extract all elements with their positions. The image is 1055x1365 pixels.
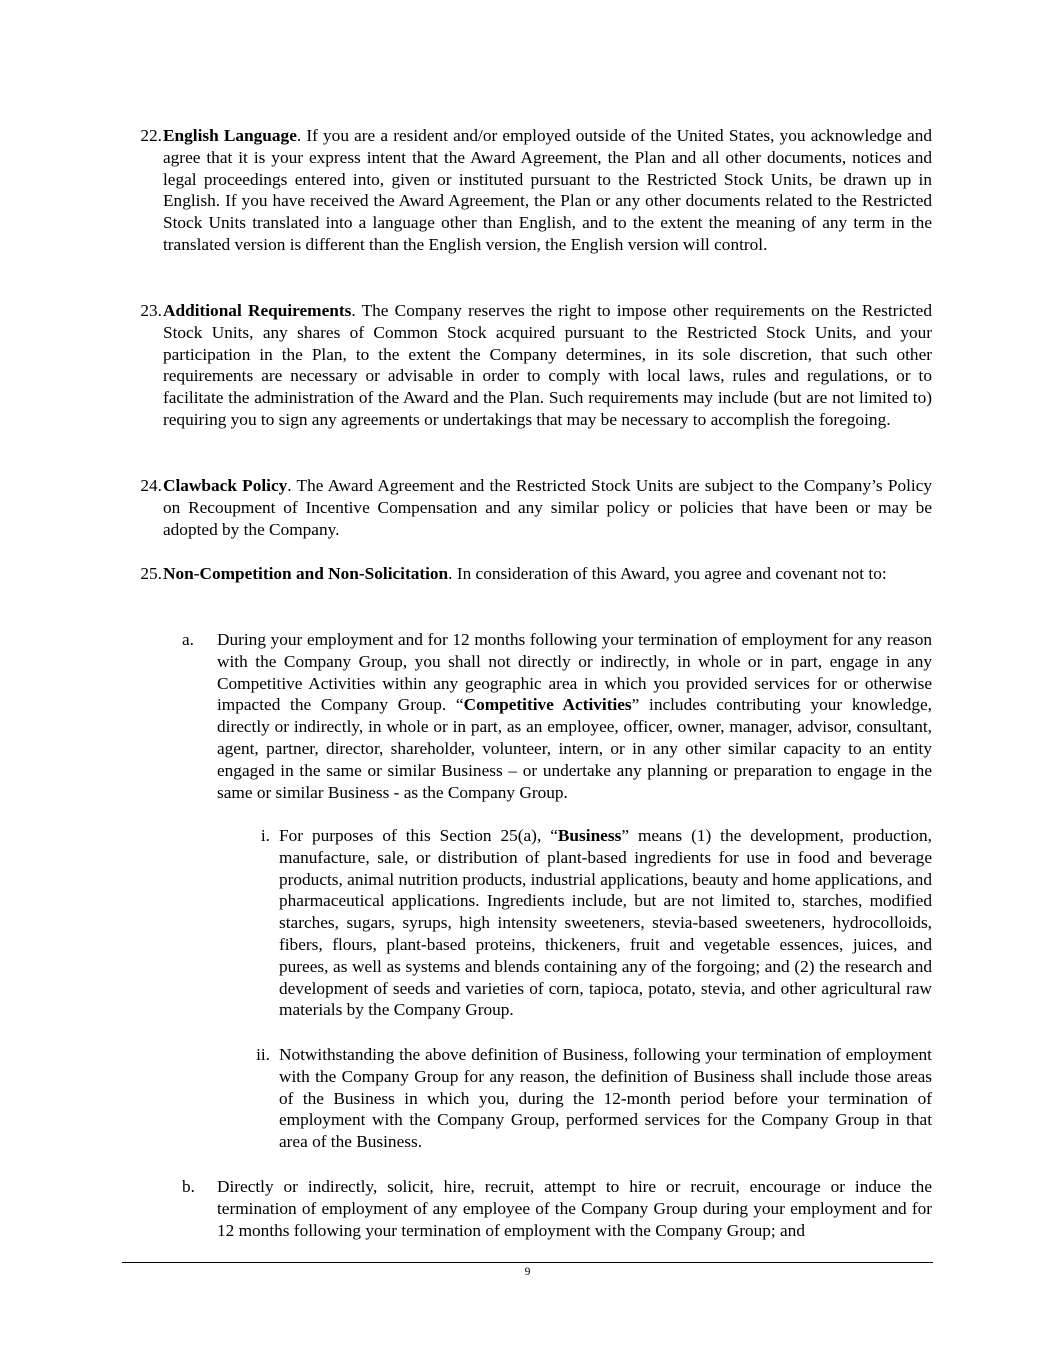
page-number: 9 — [524, 1266, 531, 1278]
clause-label: ii. — [256, 1045, 270, 1064]
footer-rule — [122, 1262, 933, 1263]
section-paragraph — [163, 300, 932, 431]
section-heading: English Language — [163, 126, 297, 145]
clause-paragraph: Directly or indirectly, solicit, hire, recruit, attempt to hire or recruit, encourage or induce the termination of employment of any employee of the Company Group during your employment and for 12 months following your termination of employment with the Company Group; and — [217, 1177, 932, 1240]
clause-a-ii — [240, 1044, 932, 1153]
defined-term: Business — [557, 826, 622, 845]
section-paragraph — [163, 125, 932, 256]
clause-b — [182, 1176, 932, 1241]
clause-label: b. — [182, 1177, 195, 1196]
section-number: 25. — [140, 564, 162, 583]
clause-label: a. — [182, 630, 194, 649]
clause-paragraph — [279, 825, 932, 1021]
clause-text: For purposes of this Section 25(a), “ — [279, 826, 558, 845]
clause-paragraph: Notwithstanding the above definition of Business, following your termination of employment with the Company Group for any reason, the definition of Business shall include those areas of the Business in which you, during the 12-month period before your termination of employment with the Company Group, performed services for the Company Group in that area of the Business. — [279, 1045, 932, 1152]
section-heading: Additional Requirements — [163, 301, 352, 320]
clause-a-i — [240, 825, 932, 1021]
clause-text: During your employment and for 12 months following your termination of employment for any reason with the Company Group, you shall not directly or indirectly, in whole or in part, engage in any Competitive Activities within any geographic area in which you provided services for or otherwise impacted the Company Group. “ — [217, 630, 932, 715]
section-25 — [122, 563, 932, 585]
clause-text: ” means (1) the development, production, manufacture, sale, or distribution of plant-based ingredients for use in food and beverage products, animal nutrition products, industrial applications, beauty and home applications, and pharmaceutical applications. Ingredients include, but are not limited to, starches, modified starches, sugars, syrups, high intensity sweeteners, stevia-based sweeteners, hydrocolloids, fibers, flours, plant-based proteins, thickeners, fruit and vegetable essences, juices, and purees, as well as systems and blends containing any of the forgoing; and (2) the research and development of seeds and varieties of corn, tapioca, potato, stevia, and other agricultural raw materials by the Company Group. — [279, 826, 932, 1020]
clause-paragraph — [217, 629, 932, 803]
section-22 — [122, 125, 932, 256]
section-number: 23. — [140, 301, 162, 320]
clause-text: ” includes contributing your knowledge, directly or indirectly, in whole or in part, as an employee, officer, owner, manager, advisor, consultant, agent, partner, director, shareholder, volunteer, intern, or in any other similar capacity to an entity engaged in the same or similar Business – or undertake any planning or preparation to engage in the same or similar Business - as the Company Group. — [217, 695, 932, 802]
section-23 — [122, 300, 932, 431]
section-number: 22. — [140, 126, 162, 145]
section-body: . The Company reserves the right to impose other requirements on the Restricted Stock Units, any shares of Common Stock acquired pursuant to the Restricted Stock Units, and your participation in the Plan, to the extent the Company determines, in its sole discretion, that such other requirements are necessary or advisable in order to comply with local laws, rules and regulations, or to facilitate the administration of the Award and the Plan. Such requirements may include (but are not limited to) requiring you to sign any agreements or undertakings that may be necessary to accomplish the foregoing. — [163, 301, 932, 429]
clause-a — [182, 629, 932, 803]
section-24 — [122, 475, 932, 540]
section-paragraph — [163, 475, 932, 540]
section-body: . In consideration of this Award, you agree and covenant not to: — [448, 564, 887, 583]
section-heading: Clawback Policy — [163, 476, 288, 495]
section-body: . If you are a resident and/or employed outside of the United States, you acknowledge and agree that it is your express intent that the Award Agreement, the Plan and all other documents, notices and legal proceedings entered into, given or instituted pursuant to the Restricted Stock Units, be drawn up in English. If you have received the Award Agreement, the Plan or any other documents related to the Restricted Stock Units translated into a language other than English, and to the extent the meaning of any term in the translated version is different than the English version, the English version will control. — [163, 126, 932, 254]
section-body: . The Award Agreement and the Restricted Stock Units are subject to the Company’s Policy on Recoupment of Incentive Compensation and any similar policy or policies that have been or may be adopted by the Company. — [163, 476, 932, 539]
section-heading: Non-Competition and Non-Solicitation — [163, 564, 449, 583]
section-number: 24. — [140, 476, 162, 495]
defined-term: Competitive Activities — [463, 695, 632, 715]
section-paragraph — [163, 563, 932, 585]
clause-label: i. — [260, 826, 270, 845]
